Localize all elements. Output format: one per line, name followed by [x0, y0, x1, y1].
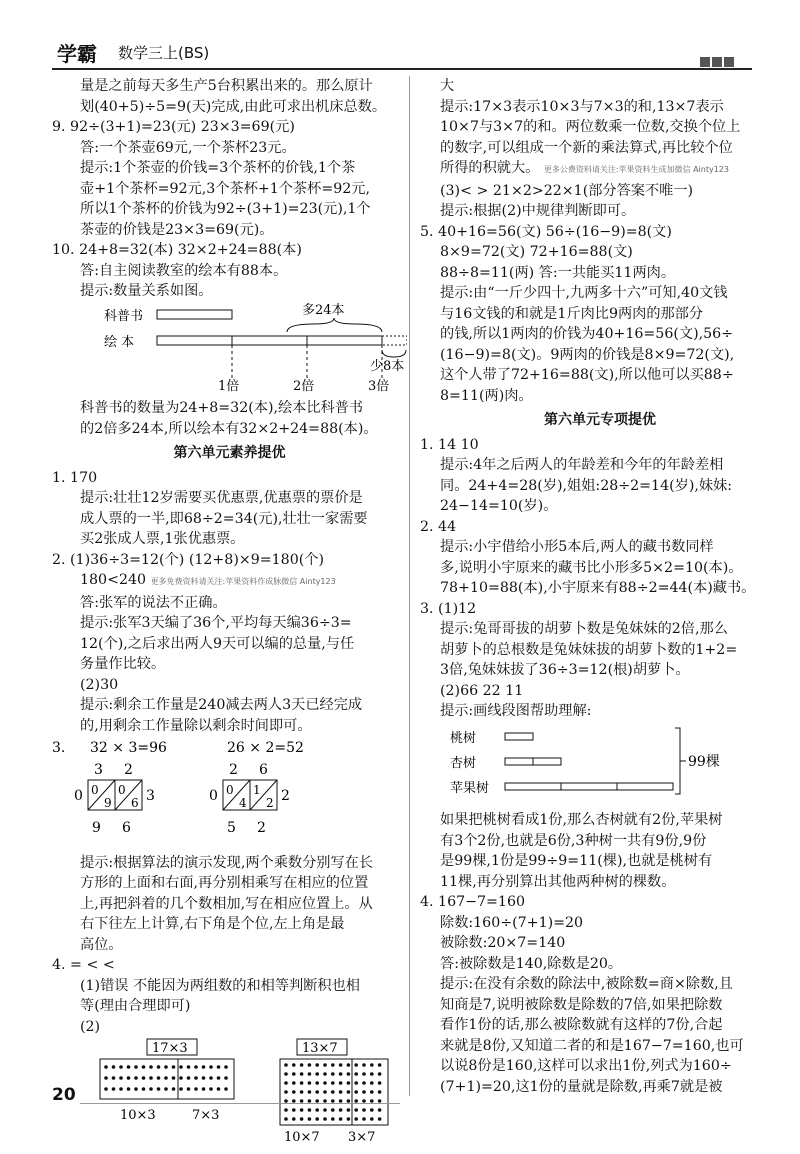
svg-text:6: 6 [131, 796, 139, 810]
p2-answer: 2. 44 [420, 518, 457, 535]
dot [347, 1108, 351, 1112]
svg-text:1: 1 [253, 783, 261, 797]
svg-text:3: 3 [146, 788, 155, 804]
dot [323, 1108, 327, 1112]
dots2-label: 13×7 [302, 1041, 338, 1056]
label-total: 99棵 [688, 753, 720, 770]
section-title: 第六单元素养提优 [173, 445, 286, 461]
dot [323, 1072, 327, 1076]
svg-text:2: 2 [281, 788, 290, 804]
p3-part2: (2)66 22 11 [440, 682, 524, 699]
dot [284, 1108, 288, 1112]
q10-conclusion: 答:自主阅读教室的绘本有88本。 [80, 262, 288, 279]
dot [354, 1117, 358, 1121]
s1-hint: 成人票的一半,即68÷2=34(元),壮壮一家需要 [80, 510, 368, 527]
dot [308, 1081, 312, 1085]
book-title: 数学三上(BS) [118, 44, 210, 62]
hint-line: 提示:17×3表示10×3与7×3的和,13×7表示 [440, 98, 724, 115]
dot [164, 1065, 168, 1069]
tick-3: 3倍 [368, 378, 390, 392]
dot [315, 1072, 319, 1076]
svg-text:6: 6 [122, 820, 131, 836]
dot-arrays [52, 1037, 407, 1147]
dot [308, 1063, 312, 1067]
q5-hint: 提示:由“一斤少四十,九两多十六”可知,40文钱 [440, 285, 728, 301]
tree-line-diagram [420, 722, 780, 804]
p3-answer: 3. (1)12 [420, 600, 477, 617]
dot [164, 1087, 168, 1091]
hint-line [420, 158, 780, 181]
svg-text:4: 4 [239, 796, 247, 810]
s3-hint: 上,再把斜着的几个数相加,写在相应位置上。从 [80, 895, 373, 912]
dot [157, 1087, 161, 1091]
dot [284, 1090, 288, 1094]
watermark: 更多公费资料请关注:苹果资料生成加微信 Ainty123 [543, 165, 729, 174]
dot [300, 1108, 304, 1112]
dot [172, 1065, 176, 1069]
dot [308, 1117, 312, 1121]
dot [339, 1117, 343, 1121]
dot [308, 1108, 312, 1112]
dot [157, 1065, 161, 1069]
dot [164, 1076, 168, 1080]
q5-answer: 8×9=72(文) 72+16=88(文) [440, 244, 633, 260]
q10-answer: 10. 24+8=32(本) 32×2+24=88(本) [52, 242, 302, 258]
dot [187, 1087, 191, 1091]
dot [127, 1076, 131, 1080]
q5-answer: 5. 40+16=56(文) 56÷(16−9)=8(文) [420, 223, 672, 240]
label-huiben: 绘 本 [104, 334, 135, 350]
dot [339, 1081, 343, 1085]
dot [339, 1090, 343, 1094]
dot [217, 1087, 221, 1091]
dot [354, 1108, 358, 1112]
dot [142, 1076, 146, 1080]
dot [217, 1076, 221, 1080]
dot [323, 1063, 327, 1067]
q9-hint: 壶+1个茶杯=92元,3个茶杯+1个茶杯=92元, [80, 180, 371, 197]
p4-answer: 4. 167−7=160 [420, 894, 526, 910]
dot [331, 1072, 335, 1076]
p3-hint: 胡萝卜的总根数是兔妹妹拔的胡萝卜数的1+2= [440, 641, 738, 658]
dot [142, 1087, 146, 1091]
dot [112, 1087, 116, 1091]
dot [119, 1065, 123, 1069]
answer-line: (3)< > 21×2>22×1(部分答案不唯一) [440, 182, 694, 199]
s1-answer: 1. 170 [52, 469, 98, 486]
dot [284, 1063, 288, 1067]
dot-grid-1 [104, 1065, 228, 1091]
dot [378, 1063, 382, 1067]
dot [331, 1090, 335, 1094]
section-title: 第六单元专项提优 [544, 412, 656, 428]
p2-hint: 多,说明小宇原来的藏书比小形多5×2=10(本)。 [440, 559, 743, 576]
dots2-b2: 3×7 [348, 1130, 376, 1145]
dot [378, 1081, 382, 1085]
dot [284, 1081, 288, 1085]
dot [308, 1072, 312, 1076]
svg-text:2: 2 [124, 762, 133, 778]
q5-hint: 的钱,所以1两肉的价钱为40+16=56(文),56÷ [440, 326, 734, 342]
lattice1-equation: 32 × 3=96 [90, 740, 167, 756]
dot [194, 1087, 198, 1091]
dot [370, 1081, 374, 1085]
s2-compare-text: 180<240 [80, 572, 147, 588]
s3-hint: 提示:根据算法的演示发现,两个乘数分别写在长 [80, 854, 374, 871]
dot [300, 1117, 304, 1121]
p2-hint: 78+10=88(本),小宇原来有88÷2=44(本)藏书。 [440, 580, 756, 596]
dot [187, 1065, 191, 1069]
tick-1: 1倍 [218, 378, 240, 392]
s4-part1: 等(理由合理即可) [80, 998, 191, 1014]
dot [323, 1117, 327, 1121]
s2-hint: 提示:张军3天编了36个,平均每天编36÷3= [80, 615, 352, 631]
p4-hint: 知商是7,说明被除数是除数的7倍,如果把除数 [440, 996, 723, 1013]
dot [347, 1090, 351, 1094]
dot [284, 1117, 288, 1121]
label-less: 少8本 [370, 358, 405, 374]
label-apricot: 杏树 [450, 755, 477, 771]
q5-hint: (16−9)=8(文)。9两肉的价钱是8×9=72(文), [440, 346, 735, 363]
q9-conclusion: 答:一个茶壶69元,一个茶杯23元。 [80, 139, 296, 156]
dot [202, 1065, 206, 1069]
p1-hint: 同。24+4=28(岁),姐姐:28÷2=14(岁),妹妹: [440, 477, 733, 494]
q10-hint: 提示:数量关系如图。 [80, 283, 213, 299]
dot [202, 1076, 206, 1080]
dot [315, 1108, 319, 1112]
dot [179, 1076, 183, 1080]
p1-hint: 24−14=10(岁)。 [440, 498, 558, 514]
dot-grid-2 [284, 1063, 381, 1121]
dot [315, 1117, 319, 1121]
dot [300, 1063, 304, 1067]
s3-hint: 方形的上面和右面,再分别相乘写在相应的位置 [80, 875, 369, 891]
p3-hint: 提示:画线段图帮助理解: [440, 703, 592, 719]
dot [292, 1072, 296, 1076]
dot [179, 1087, 183, 1091]
label-kepu: 科普书 [104, 308, 144, 324]
dot [300, 1081, 304, 1085]
p4-hint: 提示:在没有余数的除法中,被除数=商×除数,且 [440, 976, 733, 992]
dot [339, 1072, 343, 1076]
s2-compare [52, 570, 407, 593]
dot [157, 1076, 161, 1080]
dot [292, 1108, 296, 1112]
s3-hint: 右下往左上计算,右下角是个位,左上角是最 [80, 916, 345, 932]
svg-text:2: 2 [257, 820, 266, 836]
dot [292, 1117, 296, 1121]
dot [119, 1087, 123, 1091]
p1-answer: 1. 14 10 [420, 436, 479, 453]
dot [362, 1063, 366, 1067]
dot [292, 1063, 296, 1067]
dot [209, 1076, 213, 1080]
dot [370, 1117, 374, 1121]
label-more: 多24本 [302, 302, 345, 318]
column-divider [409, 76, 410, 1096]
dot [370, 1108, 374, 1112]
dot [134, 1065, 138, 1069]
dot [112, 1076, 116, 1080]
label-peach: 桃树 [450, 730, 477, 746]
watermark: 更多免费资料请关注:苹果资料作成脉微信 Ainty123 [150, 577, 336, 586]
s2-answer: 2. (1)36÷3=12(个) (12+8)×9=180(个) [52, 551, 324, 568]
dot [331, 1117, 335, 1121]
dot [134, 1087, 138, 1091]
lattice2-equation: 26 × 2=52 [227, 740, 304, 756]
p2-hint: 提示:小宇借给小形5本后,两人的藏书数同样 [440, 539, 714, 555]
q9-hint: 茶壶的价钱是23×3=69(元)。 [80, 221, 274, 238]
q5-hint: 与16文钱的和就是1斤肉比9两肉的那部分 [440, 305, 704, 322]
dot [194, 1065, 198, 1069]
lattice-1 [74, 762, 155, 836]
p4-hint: (7+1)=20,这1份的量就是除数,再乘7就是被 [440, 1078, 723, 1095]
dot [370, 1072, 374, 1076]
q9-answer: 9. 92÷(3+1)=23(元) 23×3=69(元) [52, 119, 295, 135]
p4-answer: 被除数:20×7=140 [440, 935, 566, 951]
p4-answer: 除数:160÷(7+1)=20 [440, 914, 584, 931]
dot [217, 1065, 221, 1069]
dot [202, 1087, 206, 1091]
dot [370, 1090, 374, 1094]
dot [347, 1063, 351, 1067]
s2-hint: 12(个),之后求出两人9天可以编的总量,与任 [80, 635, 355, 652]
dot [104, 1087, 108, 1091]
s2-hint: 提示:剩余工作量是240减去两人3天已经完成 [80, 697, 363, 713]
dot [331, 1063, 335, 1067]
dot [354, 1081, 358, 1085]
dot [224, 1065, 228, 1069]
dot [104, 1076, 108, 1080]
text-line: 大 [440, 78, 455, 94]
dot [209, 1087, 213, 1091]
s2-conclusion: 答:张军的说法不正确。 [80, 594, 227, 611]
svg-text:6: 6 [259, 762, 268, 778]
dot [362, 1081, 366, 1085]
dots1-b2: 7×3 [192, 1108, 220, 1123]
dot [378, 1117, 382, 1121]
s4-part1: (1)错误 不能因为两组数的和相等判断积也相 [80, 977, 360, 994]
dot [354, 1072, 358, 1076]
dot [354, 1063, 358, 1067]
s4-part2: (2) [80, 1018, 101, 1035]
s3-number: 3. [52, 740, 66, 756]
svg-text:9: 9 [104, 796, 112, 810]
dot [315, 1081, 319, 1085]
q5-hint: 这个人带了72+16=88(文),所以他可以买88÷ [440, 367, 734, 383]
dot [149, 1076, 153, 1080]
svg-text:5: 5 [227, 820, 236, 836]
svg-text:0: 0 [91, 783, 99, 797]
dot [323, 1090, 327, 1094]
brand-logo: 学霸 [57, 42, 97, 66]
p3-explain: 有3个2份,也就是6份,3种树一共有9份,9份 [440, 832, 707, 849]
p4-hint: 以说8份是160,这样可以求出1份,列式为160÷ [440, 1058, 732, 1074]
dot [149, 1065, 153, 1069]
dot [142, 1065, 146, 1069]
q10-line-diagram [52, 302, 407, 392]
dots1-label: 17×3 [152, 1041, 188, 1056]
svg-text:2: 2 [229, 762, 238, 778]
s1-hint: 买2张成人票,1张优惠票。 [80, 531, 245, 547]
dot [187, 1076, 191, 1080]
q5-hint: 8=11(两)肉。 [440, 387, 533, 404]
dot [331, 1108, 335, 1112]
dot [339, 1063, 343, 1067]
p4-hint: 来就是8份,又知道二者的和是167−7=160,也可 [440, 1037, 744, 1054]
dot [370, 1063, 374, 1067]
dot [112, 1065, 116, 1069]
footer-line [80, 1103, 400, 1104]
dot [315, 1090, 319, 1094]
hint-line: 的数字,可以组成一个新的乘法算式,再比较个位 [440, 139, 733, 156]
dots1-b1: 10×3 [120, 1108, 156, 1123]
s3-hint: 高位。 [80, 936, 123, 953]
s1-hint: 提示:壮壮12岁需要买优惠票,优惠票的票价是 [80, 490, 363, 506]
dot [292, 1081, 296, 1085]
dot [308, 1090, 312, 1094]
dot [119, 1076, 123, 1080]
dot [362, 1090, 366, 1094]
dot [362, 1072, 366, 1076]
dot [209, 1065, 213, 1069]
text-line: 量是之前每天多生产5台积累出来的。那么原计 [80, 78, 373, 94]
dot [347, 1117, 351, 1121]
dot [339, 1108, 343, 1112]
dot [194, 1076, 198, 1080]
svg-text:0: 0 [226, 783, 234, 797]
dot [224, 1087, 228, 1091]
dot [315, 1063, 319, 1067]
dot [284, 1072, 288, 1076]
p4-hint: 看作1份的话,那么被除数就有这样的7份,合起 [440, 1017, 723, 1033]
svg-text:0: 0 [118, 783, 126, 797]
q9-hint: 提示:1个茶壶的价钱=3个茶杯的价钱,1个茶 [80, 160, 356, 176]
p4-conclusion: 答:被除数是140,除数是20。 [440, 955, 623, 972]
tick-2: 2倍 [293, 378, 315, 392]
dot [300, 1072, 304, 1076]
s2-hint: 的,用剩余工作量除以剩余时间即可。 [80, 717, 312, 734]
hint-text: 所得的积就大。 [440, 160, 540, 176]
svg-text:3: 3 [94, 762, 103, 778]
dot [347, 1072, 351, 1076]
svg-text:0: 0 [209, 788, 218, 804]
p3-explain: 是99棵,1份是99÷9=11(棵),也就是桃树有 [440, 853, 713, 869]
dot [172, 1076, 176, 1080]
p3-explain: 如果把桃树看成1份,那么杏树就有2份,苹果树 [440, 812, 723, 828]
dot [292, 1090, 296, 1094]
dot [300, 1090, 304, 1094]
page-number: 20 [52, 1085, 76, 1105]
left-column [52, 76, 407, 1154]
p3-hint: 3倍,兔妹妹拔了36÷3=12(根)胡萝卜。 [440, 662, 690, 678]
lattice-multiplication [52, 736, 407, 846]
hint-line: 提示:根据(2)中规律判断即可。 [440, 203, 636, 219]
q10-explain: 的2倍多24本,所以绘本有32×2+24=88(本)。 [80, 420, 378, 437]
q5-answer: 88÷8=11(两) 答:一共能买11两肉。 [440, 264, 676, 281]
dot [378, 1090, 382, 1094]
s2-part2: (2)30 [80, 676, 119, 693]
dot [224, 1076, 228, 1080]
svg-text:2: 2 [266, 796, 274, 810]
p3-explain: 11棵,再分别算出其他两种树的棵数。 [440, 873, 676, 890]
dot [378, 1072, 382, 1076]
p3-hint: 提示:兔哥哥拔的胡萝卜数是兔妹妹的2倍,那么 [440, 621, 728, 637]
dot [354, 1090, 358, 1094]
page-header [0, 0, 800, 70]
dot [323, 1081, 327, 1085]
dot [378, 1108, 382, 1112]
label-apple: 苹果树 [450, 780, 490, 796]
dot [331, 1081, 335, 1085]
dot [362, 1108, 366, 1112]
dot [172, 1087, 176, 1091]
dot [134, 1076, 138, 1080]
dot [347, 1081, 351, 1085]
hint-line: 10×7与3×7的和。两位数乘一位数,交换个位上 [440, 119, 741, 135]
p1-hint: 提示:4年之后两人的年龄差和今年的年龄差相 [440, 457, 724, 473]
dot [179, 1065, 183, 1069]
dot [104, 1065, 108, 1069]
q9-hint: 所以1个茶杯的价钱为92÷(3+1)=23(元),1个 [80, 201, 371, 217]
s4-answer: 4. = < < [52, 957, 115, 973]
s2-hint: 务量作比较。 [80, 656, 166, 672]
svg-text:0: 0 [74, 788, 83, 804]
dots2-b1: 10×7 [284, 1130, 320, 1145]
text-line: 划(40+5)÷5=9(天)完成,由此可求出机床总数。 [80, 98, 387, 115]
right-column [420, 76, 780, 1097]
svg-text:9: 9 [92, 820, 101, 836]
dot [127, 1065, 131, 1069]
dot [149, 1087, 153, 1091]
lattice-2 [209, 762, 290, 836]
dot [362, 1117, 366, 1121]
q10-explain: 科普书的数量为24+8=32(本),绘本比科普书 [80, 400, 364, 416]
dot [127, 1087, 131, 1091]
